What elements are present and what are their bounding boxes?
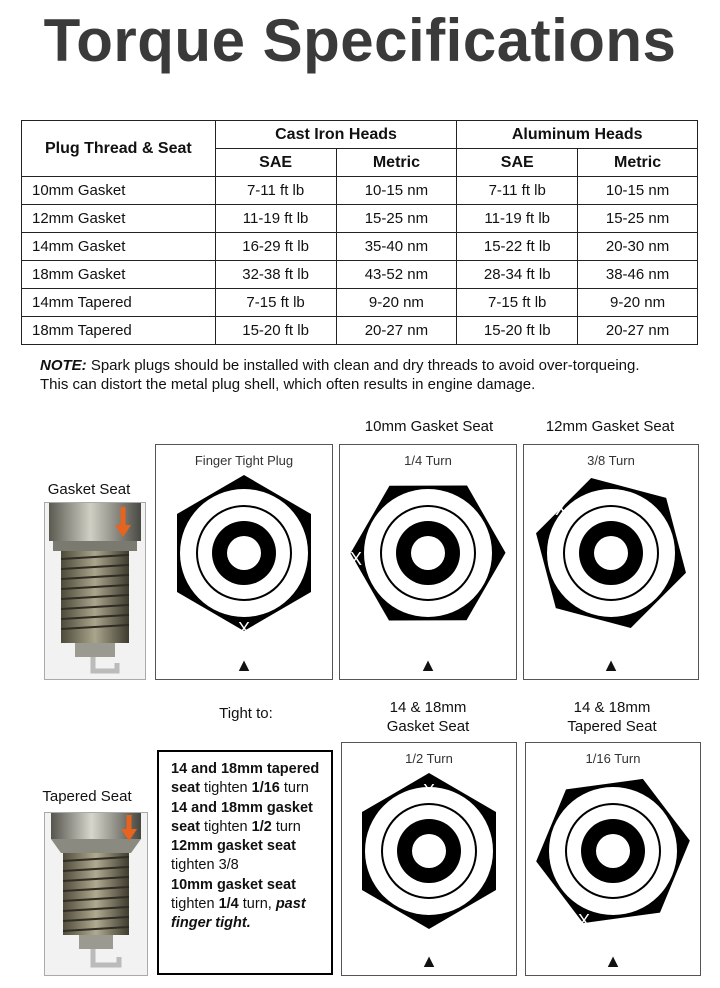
rotation-marker: X	[349, 549, 362, 569]
pointer-triangle: ▲	[604, 951, 622, 971]
gasket-seat-label: Gasket Seat	[47, 481, 131, 498]
hex-diagram	[526, 743, 700, 975]
cell-cast-metric: 20-27 nm	[336, 317, 457, 345]
cell-cast-sae: 11-19 ft lb	[215, 205, 336, 233]
cell-cast-metric: 15-25 nm	[336, 205, 457, 233]
instr-b-amount: 1/2	[251, 818, 272, 835]
cell-alu-metric: 20-27 nm	[578, 317, 698, 345]
header-line: Gasket Seat	[386, 718, 470, 735]
hex-diagram	[340, 445, 516, 679]
cell-alu-sae: 15-22 ft lb	[457, 233, 578, 261]
pointer-triangle: ▲	[602, 655, 620, 675]
panel-half-turn	[341, 742, 517, 976]
instructions-box	[157, 750, 333, 975]
hex-diagram	[342, 743, 516, 975]
header-aluminum-heads: Aluminum Heads	[457, 121, 698, 149]
hex-center	[596, 834, 630, 868]
header-1418-gasket-seat	[340, 698, 516, 736]
instr-d-amount: 1/4	[218, 896, 239, 913]
torque-table	[21, 120, 698, 345]
panel-caption: 1/16 Turn	[585, 751, 641, 766]
cell-cast-metric: 9-20 nm	[336, 289, 457, 317]
header-line: 14 & 18mm	[573, 699, 651, 716]
rotation-marker: X	[422, 781, 435, 801]
panel-sixteenth-turn	[525, 742, 701, 976]
instr-a-bold: 14 and 18mm tapered seat	[171, 761, 320, 797]
row-seat: 18mm Tapered	[22, 317, 216, 345]
cell-alu-metric: 15-25 nm	[578, 205, 698, 233]
page-title: Torque Specifications	[43, 7, 677, 74]
row-seat: 10mm Gasket	[22, 177, 216, 205]
panel-caption: 1/2 Turn	[405, 751, 453, 766]
rotation-marker: X	[577, 911, 590, 931]
header-10mm-gasket-seat: 10mm Gasket Seat	[364, 418, 494, 435]
cell-cast-sae: 7-11 ft lb	[215, 177, 336, 205]
tight-to-label: Tight to:	[219, 705, 273, 722]
panel-finger-tight-plug	[155, 444, 333, 680]
instr-c-text: tighten 3/8	[171, 857, 239, 874]
pointer-triangle: ▲	[419, 655, 437, 675]
cell-alu-metric: 38-46 nm	[578, 261, 698, 289]
table-row	[22, 205, 698, 233]
note-paragraph	[40, 356, 700, 394]
hex-center	[411, 536, 445, 570]
hex-diagram	[156, 445, 332, 679]
table-row	[22, 233, 698, 261]
cell-alu-sae: 28-34 ft lb	[457, 261, 578, 289]
cell-alu-sae: 7-15 ft lb	[457, 289, 578, 317]
note-label: NOTE:	[40, 357, 87, 374]
panel-caption: 3/8 Turn	[587, 453, 635, 468]
table-row	[22, 289, 698, 317]
note-line-2: This can distort the metal plug shell, which often results in engine damage.	[40, 376, 536, 393]
hex-center	[594, 536, 628, 570]
row-seat: 12mm Gasket	[22, 205, 216, 233]
header-1418-tapered-seat	[524, 698, 700, 736]
table-row	[22, 317, 698, 345]
cell-alu-sae: 15-20 ft lb	[457, 317, 578, 345]
cell-cast-sae: 15-20 ft lb	[215, 317, 336, 345]
header-line: Tapered Seat	[567, 718, 657, 735]
cell-cast-metric: 43-52 nm	[336, 261, 457, 289]
row-seat: 14mm Tapered	[22, 289, 216, 317]
cell-cast-sae: 16-29 ft lb	[215, 233, 336, 261]
instr-d-tail: turn,	[238, 896, 276, 913]
instr-d-text: tighten	[171, 896, 219, 913]
row-seat: 18mm Gasket	[22, 261, 216, 289]
header-cast-sae: SAE	[215, 149, 336, 177]
table-row	[22, 261, 698, 289]
instr-d-bold: 10mm gasket seat	[171, 876, 296, 893]
cell-alu-sae: 7-11 ft lb	[457, 177, 578, 205]
header-alu-metric: Metric	[578, 149, 698, 177]
instr-a-amount: 1/16	[251, 780, 280, 797]
cell-cast-metric: 10-15 nm	[336, 177, 457, 205]
header-cast-iron-heads: Cast Iron Heads	[215, 121, 457, 149]
cell-cast-sae: 7-15 ft lb	[215, 289, 336, 317]
panel-caption: 1/4 Turn	[404, 453, 452, 468]
cell-alu-sae: 11-19 ft lb	[457, 205, 578, 233]
header-line: 14 & 18mm	[389, 699, 467, 716]
rotation-marker: X	[554, 499, 567, 519]
header-plug-thread-seat: Plug Thread & Seat	[22, 121, 216, 177]
cell-alu-metric: 9-20 nm	[578, 289, 698, 317]
panel-caption: Finger Tight Plug	[194, 453, 294, 468]
table-row	[22, 177, 698, 205]
instr-d-emphasis: past finger tight.	[171, 896, 306, 932]
cell-cast-metric: 35-40 nm	[336, 233, 457, 261]
hex-center	[227, 536, 261, 570]
tapered-seat-label: Tapered Seat	[42, 788, 132, 805]
tapered-seat-plug-image	[44, 812, 148, 976]
panel-three-eighths-turn	[523, 444, 699, 680]
note-line-1: Spark plugs should be installed with clean and dry threads to avoid over-torqueing.	[86, 357, 640, 374]
hex-center	[412, 834, 446, 868]
pointer-triangle: ▲	[235, 655, 253, 675]
instr-c-bold: 12mm gasket seat	[171, 838, 296, 855]
header-alu-sae: SAE	[457, 149, 578, 177]
row-seat: 14mm Gasket	[22, 233, 216, 261]
instr-b-text: tighten	[200, 818, 252, 835]
instr-a-text: tighten	[200, 780, 252, 797]
pointer-triangle: ▲	[420, 951, 438, 971]
cell-alu-metric: 10-15 nm	[578, 177, 698, 205]
panel-quarter-turn	[339, 444, 517, 680]
instr-b-bold: 14 and 18mm gasket seat	[171, 799, 313, 835]
hex-diagram	[524, 445, 698, 679]
header-cast-metric: Metric	[336, 149, 457, 177]
instr-a-tail: turn	[279, 780, 309, 797]
rotation-marker: X	[237, 619, 250, 639]
instr-b-tail: turn	[271, 818, 301, 835]
cell-alu-metric: 20-30 nm	[578, 233, 698, 261]
gasket-seat-plug-image	[44, 502, 146, 680]
header-12mm-gasket-seat: 12mm Gasket Seat	[545, 418, 675, 435]
cell-cast-sae: 32-38 ft lb	[215, 261, 336, 289]
